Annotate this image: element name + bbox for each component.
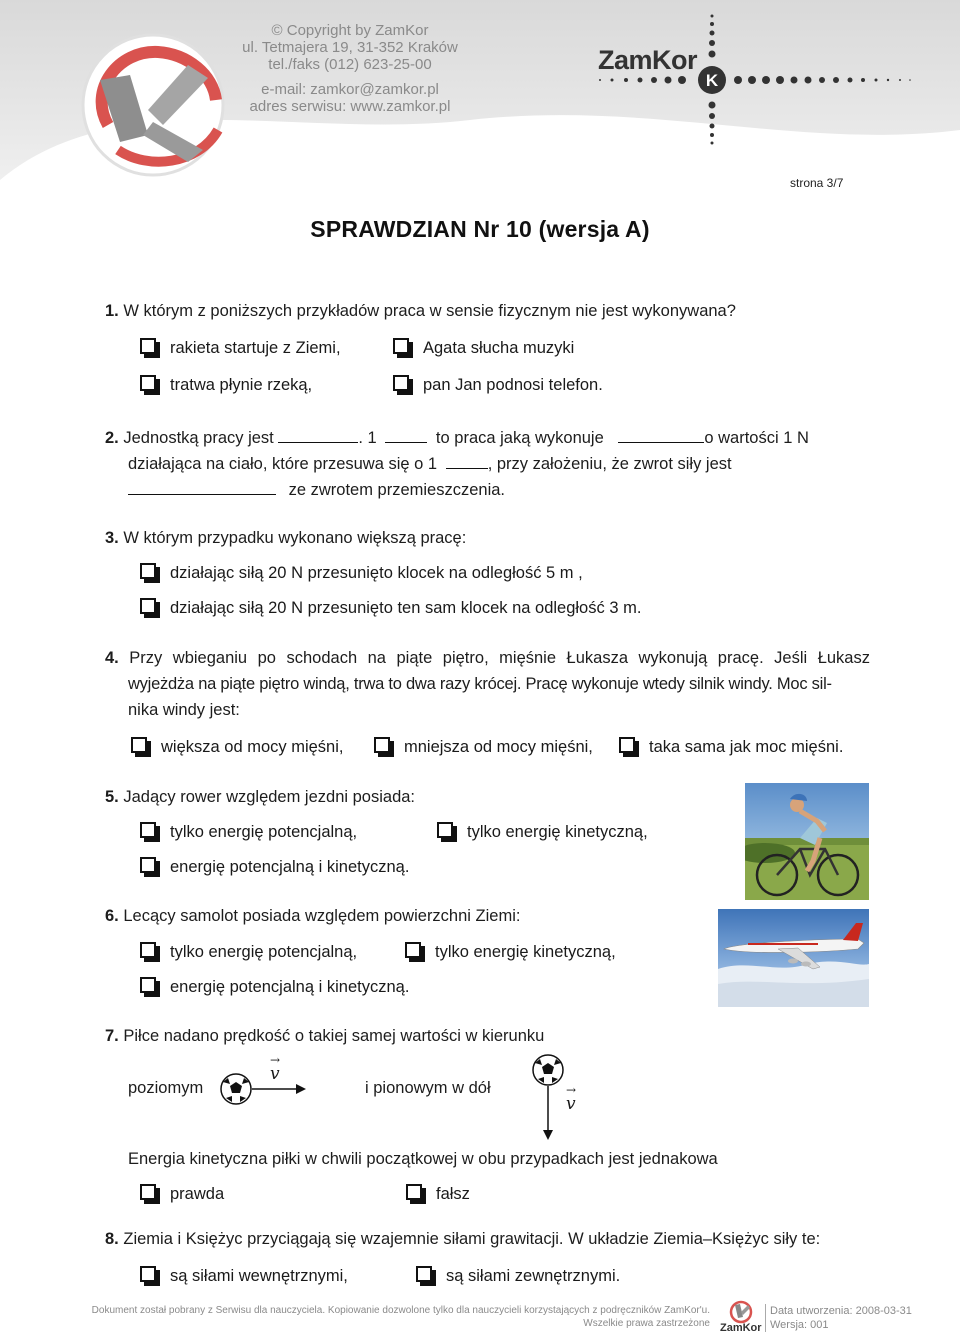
option-label: tylko energię kinetyczną,	[435, 943, 616, 961]
brand-dots-decoration	[590, 10, 920, 160]
question-text: Lecący samolot posiada względem powierzchni Ziemi:	[123, 907, 521, 925]
q3-option-2[interactable]	[140, 596, 641, 620]
checkbox[interactable]	[437, 822, 457, 842]
question-number: 8.	[105, 1230, 119, 1248]
checkbox[interactable]	[140, 1184, 160, 1204]
checkbox[interactable]	[131, 737, 151, 757]
footer-line: Wszelkie prawa zastrzeżone	[583, 1318, 710, 1329]
question-text: Piłce nadano prędkość o takiej samej wartości w kierunku	[123, 1027, 545, 1045]
footer-brand: ZamKor	[720, 1322, 762, 1334]
checkbox[interactable]	[140, 375, 160, 395]
q6-option-1[interactable]	[140, 940, 357, 964]
checkbox[interactable]	[140, 1266, 160, 1286]
text-line: wyjeżdża na piąte piętro windą, trwa to dwa razy krócej. Pracę wykonuje wtedy silnik windy. Moc sil-	[128, 675, 832, 693]
q5-option-2[interactable]	[437, 820, 648, 844]
option-label: mniejsza od mocy mięśni,	[404, 738, 593, 756]
option-label: działając siłą 20 N przesunięto ten sam klocek na odległość 3 m.	[170, 599, 642, 617]
text-line: Przy wbieganiu po schodach na piąte piętro, mięśnie Łukasza wykonują pracę. Jeśli Łukasz	[129, 649, 870, 667]
copyright-line: © Copyright by ZamKor	[271, 22, 429, 39]
q4-option-3[interactable]	[619, 735, 843, 759]
q4-option-1[interactable]	[131, 735, 343, 759]
question-text: Ziemia i Księżyc przyciągają się wzajemnie siłami grawitacji. W układzie Ziemia–Księżyc siły te:	[123, 1230, 821, 1248]
answer-blank[interactable]	[128, 478, 276, 495]
q1-option-1[interactable]	[140, 336, 341, 360]
checkbox[interactable]	[140, 598, 160, 618]
soccer-ball-icon	[221, 1074, 251, 1104]
phone-line: tel./faks (012) 623-25-00	[268, 56, 432, 73]
question-number: 1.	[105, 302, 119, 320]
answer-blank[interactable]	[278, 426, 358, 443]
q5-option-1[interactable]	[140, 820, 357, 844]
q3-option-1[interactable]	[140, 561, 583, 585]
question-2	[105, 425, 870, 503]
checkbox[interactable]	[393, 338, 413, 358]
version: Wersja: 001	[770, 1319, 829, 1331]
checkbox[interactable]	[140, 338, 160, 358]
page-title: SPRAWDZIAN Nr 10 (wersja A)	[310, 216, 650, 242]
email-line: e-mail: zamkor@zamkor.pl	[261, 81, 439, 98]
checkbox[interactable]	[140, 822, 160, 842]
question-number: 6.	[105, 907, 119, 925]
soccer-ball-icon	[533, 1055, 563, 1085]
text-fragment: Jednostką pracy jest	[123, 429, 274, 447]
question-text: W którym z poniższych przykładów praca w sensie fizycznym nie jest wykonywana?	[123, 302, 736, 320]
q7-statement: Energia kinetyczna piłki w chwili początkowej w obu przypadkach jest jednakowa	[128, 1150, 718, 1168]
text-fragment: to praca jaką wykonuje	[435, 429, 604, 447]
website-line: adres serwisu: www.zamkor.pl	[249, 98, 451, 115]
horizontal-velocity-diagram	[218, 1053, 313, 1110]
option-label: Agata słucha muzyki	[423, 339, 575, 357]
checkbox[interactable]	[406, 1184, 426, 1204]
checkbox[interactable]	[405, 942, 425, 962]
cyclist-photo	[745, 783, 869, 900]
q5-option-3[interactable]	[140, 855, 409, 879]
address-line: ul. Tetmajera 19, 31-352 Kraków	[242, 39, 458, 56]
svg-text:K: K	[705, 71, 719, 90]
brand-name: ZamKor	[598, 45, 698, 75]
question-7	[105, 1023, 544, 1049]
vector-symbol: v	[566, 1094, 576, 1114]
copyright-block	[200, 22, 500, 115]
q6-option-3[interactable]	[140, 975, 409, 999]
checkbox[interactable]	[140, 563, 160, 583]
text-fragment: o wartości 1 N	[704, 429, 809, 447]
option-label: pan Jan podnosi telefon.	[423, 376, 603, 394]
vector-v-horizontal: → v	[270, 1053, 281, 1084]
footer-logo-icon	[726, 1300, 760, 1324]
page-number: strona 3/7	[790, 176, 844, 190]
checkbox[interactable]	[374, 737, 394, 757]
option-label: tylko energię potencjalną,	[170, 943, 358, 961]
text-fragment: , przy założeniu, że zwrot siły jest	[487, 455, 732, 473]
option-label: tylko energię potencjalną,	[170, 823, 358, 841]
q1-option-2[interactable]	[393, 336, 574, 360]
q7-option-false[interactable]	[406, 1182, 470, 1206]
footer-meta	[765, 1304, 912, 1332]
q4-option-2[interactable]	[374, 735, 593, 759]
vector-symbol: v	[270, 1064, 280, 1084]
checkbox[interactable]	[393, 375, 413, 395]
option-label: energię potencjalną i kinetyczną.	[170, 978, 410, 996]
vertical-direction-label: i pionowym w dół	[365, 1079, 491, 1097]
question-1	[105, 298, 736, 324]
vertical-velocity-diagram	[528, 1052, 568, 1144]
answer-blank[interactable]	[385, 426, 427, 443]
option-label: są siłami wewnętrznymi,	[170, 1267, 348, 1285]
q8-option-1[interactable]	[140, 1264, 348, 1288]
q6-option-2[interactable]	[405, 940, 616, 964]
option-label: prawda	[170, 1185, 225, 1203]
checkbox[interactable]	[619, 737, 639, 757]
q1-option-3[interactable]	[140, 373, 312, 397]
option-label: energię potencjalną i kinetyczną.	[170, 858, 410, 876]
question-8	[105, 1226, 820, 1252]
checkbox[interactable]	[140, 977, 160, 997]
question-text: W którym przypadku wykonano większą pracę:	[123, 529, 467, 547]
q8-option-2[interactable]	[416, 1264, 620, 1288]
text-fragment: działająca na ciało, które przesuwa się o 1	[128, 455, 438, 473]
checkbox[interactable]	[416, 1266, 436, 1286]
answer-blank[interactable]	[618, 426, 704, 443]
question-text: Jadący rower względem jezdni posiada:	[123, 788, 416, 806]
checkbox[interactable]	[140, 857, 160, 877]
option-label: są siłami zewnętrznymi.	[446, 1267, 621, 1285]
footer-line: Dokument został pobrany z Serwisu dla nauczyciela. Kopiowanie dozwolone tylko dla nauczycieli korzystających z podręczników ZamKor'u.	[91, 1305, 710, 1316]
question-6	[105, 903, 520, 929]
horizontal-direction-label: poziomym	[128, 1079, 204, 1097]
option-label: tylko energię kinetyczną,	[467, 823, 648, 841]
option-label: taka sama jak moc mięśni.	[649, 738, 844, 756]
question-number: 7.	[105, 1027, 119, 1045]
vector-v-vertical: → v	[566, 1083, 577, 1114]
q1-option-4[interactable]	[393, 373, 603, 397]
option-label: większa od mocy mięśni,	[161, 738, 344, 756]
text-fragment: ze zwrotem przemieszczenia.	[288, 481, 505, 499]
question-number: 3.	[105, 529, 119, 547]
question-number: 2.	[105, 429, 119, 447]
answer-blank[interactable]	[446, 452, 488, 469]
checkbox[interactable]	[140, 942, 160, 962]
text-fragment: . 1	[358, 429, 377, 447]
creation-date: Data utworzenia: 2008-03-31	[770, 1305, 912, 1317]
option-label: tratwa płynie rzeką,	[170, 376, 313, 394]
option-label: rakieta startuje z Ziemi,	[170, 339, 341, 357]
footer-notice	[90, 1304, 710, 1330]
text-line: nika windy jest:	[128, 701, 240, 719]
option-label: fałsz	[436, 1185, 470, 1203]
question-number: 5.	[105, 788, 119, 806]
question-3	[105, 525, 466, 551]
question-4	[105, 645, 870, 723]
question-number: 4.	[105, 649, 119, 667]
airplane-photo	[718, 909, 869, 1007]
question-5	[105, 784, 415, 810]
q7-option-true[interactable]	[140, 1182, 224, 1206]
option-label: działając siłą 20 N przesunięto klocek na odległość 5 m ,	[170, 564, 583, 582]
